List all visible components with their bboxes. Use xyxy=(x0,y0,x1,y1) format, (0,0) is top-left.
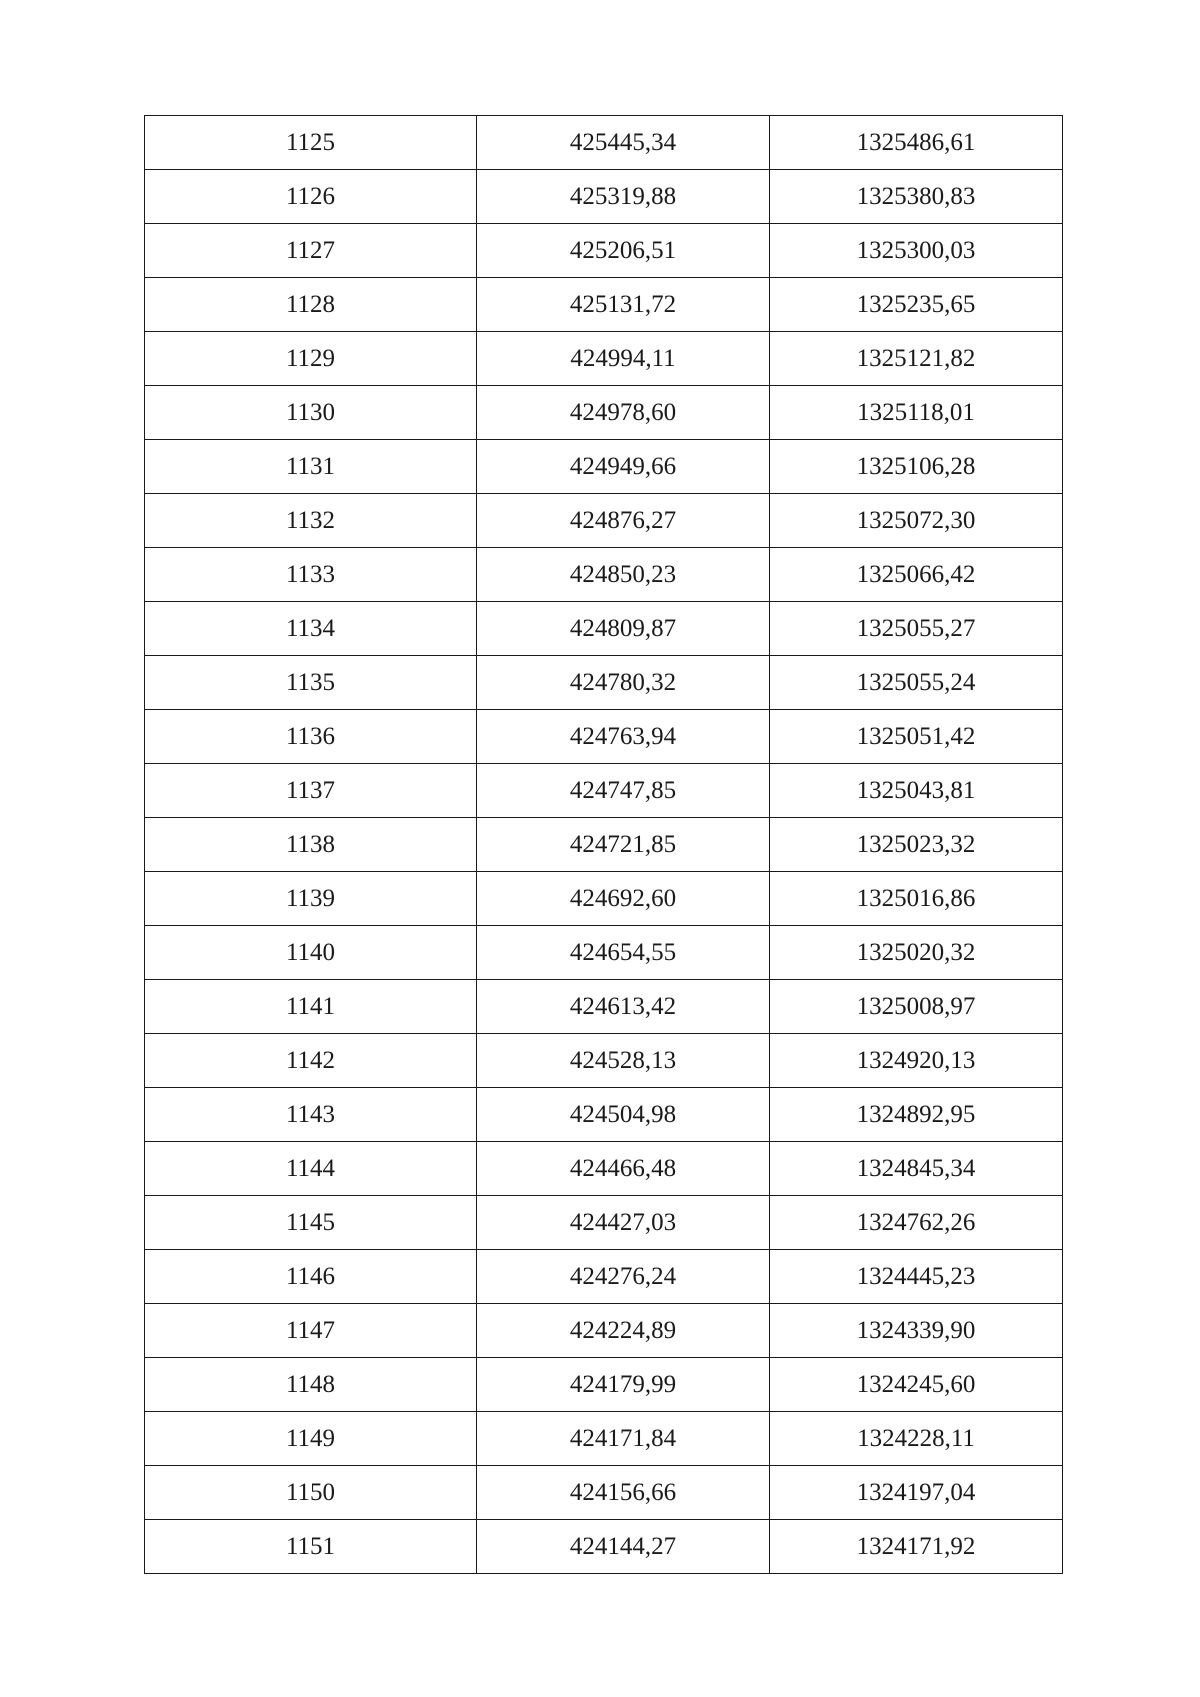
point-number-cell: 1142 xyxy=(145,1034,477,1088)
x-coordinate-cell: 424171,84 xyxy=(477,1412,770,1466)
x-coordinate-cell: 424978,60 xyxy=(477,386,770,440)
y-coordinate-cell: 1324445,23 xyxy=(770,1250,1063,1304)
y-coordinate-cell: 1324171,92 xyxy=(770,1520,1063,1574)
y-coordinate-cell: 1324920,13 xyxy=(770,1034,1063,1088)
point-number-cell: 1140 xyxy=(145,926,477,980)
point-number-cell: 1136 xyxy=(145,710,477,764)
point-number-cell: 1126 xyxy=(145,170,477,224)
y-coordinate-cell: 1324228,11 xyxy=(770,1412,1063,1466)
table-row xyxy=(145,548,1063,602)
x-coordinate-cell: 425131,72 xyxy=(477,278,770,332)
y-coordinate-cell: 1325118,01 xyxy=(770,386,1063,440)
table-row xyxy=(145,1358,1063,1412)
table-row xyxy=(145,872,1063,926)
point-number-cell: 1148 xyxy=(145,1358,477,1412)
point-number-cell: 1135 xyxy=(145,656,477,710)
x-coordinate-cell: 424276,24 xyxy=(477,1250,770,1304)
y-coordinate-cell: 1325486,61 xyxy=(770,116,1063,170)
y-coordinate-cell: 1325235,65 xyxy=(770,278,1063,332)
y-coordinate-cell: 1325106,28 xyxy=(770,440,1063,494)
point-number-cell: 1138 xyxy=(145,818,477,872)
point-number-cell: 1127 xyxy=(145,224,477,278)
x-coordinate-cell: 424809,87 xyxy=(477,602,770,656)
table-row xyxy=(145,1412,1063,1466)
table-row xyxy=(145,440,1063,494)
x-coordinate-cell: 424763,94 xyxy=(477,710,770,764)
table-row xyxy=(145,710,1063,764)
point-number-cell: 1128 xyxy=(145,278,477,332)
y-coordinate-cell: 1325051,42 xyxy=(770,710,1063,764)
x-coordinate-cell: 424876,27 xyxy=(477,494,770,548)
coordinates-table-body xyxy=(145,116,1063,1574)
point-number-cell: 1131 xyxy=(145,440,477,494)
point-number-cell: 1145 xyxy=(145,1196,477,1250)
table-row xyxy=(145,1088,1063,1142)
point-number-cell: 1132 xyxy=(145,494,477,548)
y-coordinate-cell: 1325121,82 xyxy=(770,332,1063,386)
x-coordinate-cell: 424427,03 xyxy=(477,1196,770,1250)
y-coordinate-cell: 1325023,32 xyxy=(770,818,1063,872)
coordinates-table xyxy=(144,115,1063,1574)
point-number-cell: 1143 xyxy=(145,1088,477,1142)
x-coordinate-cell: 424144,27 xyxy=(477,1520,770,1574)
x-coordinate-cell: 424179,99 xyxy=(477,1358,770,1412)
x-coordinate-cell: 424747,85 xyxy=(477,764,770,818)
point-number-cell: 1141 xyxy=(145,980,477,1034)
x-coordinate-cell: 424654,55 xyxy=(477,926,770,980)
table-row xyxy=(145,1304,1063,1358)
point-number-cell: 1151 xyxy=(145,1520,477,1574)
y-coordinate-cell: 1325072,30 xyxy=(770,494,1063,548)
y-coordinate-cell: 1324892,95 xyxy=(770,1088,1063,1142)
y-coordinate-cell: 1325043,81 xyxy=(770,764,1063,818)
point-number-cell: 1129 xyxy=(145,332,477,386)
x-coordinate-cell: 425206,51 xyxy=(477,224,770,278)
x-coordinate-cell: 424466,48 xyxy=(477,1142,770,1196)
table-row xyxy=(145,224,1063,278)
table-row xyxy=(145,926,1063,980)
x-coordinate-cell: 424721,85 xyxy=(477,818,770,872)
point-number-cell: 1144 xyxy=(145,1142,477,1196)
table-row xyxy=(145,332,1063,386)
point-number-cell: 1147 xyxy=(145,1304,477,1358)
x-coordinate-cell: 425445,34 xyxy=(477,116,770,170)
y-coordinate-cell: 1324197,04 xyxy=(770,1466,1063,1520)
x-coordinate-cell: 424156,66 xyxy=(477,1466,770,1520)
table-row xyxy=(145,1250,1063,1304)
point-number-cell: 1139 xyxy=(145,872,477,926)
x-coordinate-cell: 424994,11 xyxy=(477,332,770,386)
x-coordinate-cell: 424528,13 xyxy=(477,1034,770,1088)
point-number-cell: 1150 xyxy=(145,1466,477,1520)
table-row xyxy=(145,980,1063,1034)
y-coordinate-cell: 1324762,26 xyxy=(770,1196,1063,1250)
table-row xyxy=(145,602,1063,656)
y-coordinate-cell: 1325380,83 xyxy=(770,170,1063,224)
x-coordinate-cell: 424780,32 xyxy=(477,656,770,710)
table-row xyxy=(145,278,1063,332)
table-row xyxy=(145,1196,1063,1250)
x-coordinate-cell: 424613,42 xyxy=(477,980,770,1034)
x-coordinate-cell: 424949,66 xyxy=(477,440,770,494)
table-row xyxy=(145,1034,1063,1088)
x-coordinate-cell: 424692,60 xyxy=(477,872,770,926)
y-coordinate-cell: 1324245,60 xyxy=(770,1358,1063,1412)
y-coordinate-cell: 1325066,42 xyxy=(770,548,1063,602)
x-coordinate-cell: 424504,98 xyxy=(477,1088,770,1142)
y-coordinate-cell: 1324339,90 xyxy=(770,1304,1063,1358)
table-row xyxy=(145,818,1063,872)
y-coordinate-cell: 1325055,27 xyxy=(770,602,1063,656)
x-coordinate-cell: 425319,88 xyxy=(477,170,770,224)
y-coordinate-cell: 1325016,86 xyxy=(770,872,1063,926)
table-row xyxy=(145,386,1063,440)
point-number-cell: 1146 xyxy=(145,1250,477,1304)
point-number-cell: 1137 xyxy=(145,764,477,818)
point-number-cell: 1133 xyxy=(145,548,477,602)
table-row xyxy=(145,494,1063,548)
y-coordinate-cell: 1325020,32 xyxy=(770,926,1063,980)
table-row xyxy=(145,1142,1063,1196)
table-row xyxy=(145,1466,1063,1520)
point-number-cell: 1149 xyxy=(145,1412,477,1466)
y-coordinate-cell: 1325300,03 xyxy=(770,224,1063,278)
y-coordinate-cell: 1324845,34 xyxy=(770,1142,1063,1196)
table-row xyxy=(145,656,1063,710)
table-row xyxy=(145,1520,1063,1574)
table-row xyxy=(145,116,1063,170)
table-row xyxy=(145,170,1063,224)
x-coordinate-cell: 424224,89 xyxy=(477,1304,770,1358)
y-coordinate-cell: 1325055,24 xyxy=(770,656,1063,710)
point-number-cell: 1134 xyxy=(145,602,477,656)
y-coordinate-cell: 1325008,97 xyxy=(770,980,1063,1034)
table-row xyxy=(145,764,1063,818)
x-coordinate-cell: 424850,23 xyxy=(477,548,770,602)
point-number-cell: 1130 xyxy=(145,386,477,440)
point-number-cell: 1125 xyxy=(145,116,477,170)
